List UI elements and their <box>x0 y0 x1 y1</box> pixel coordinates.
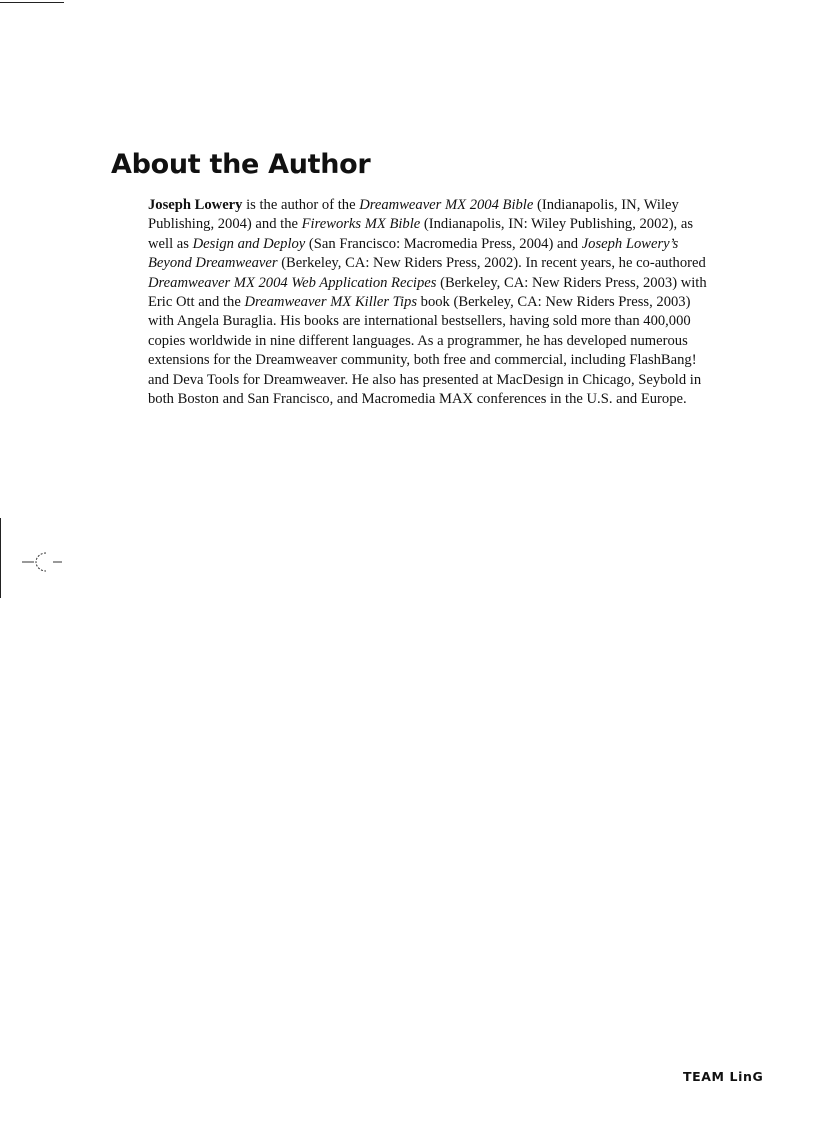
author-name: Joseph Lowery <box>148 197 243 213</box>
bio-text: (San Francisco: Macromedia Press, 2004) and <box>305 235 582 252</box>
book-title: Dreamweaver MX 2004 Bible <box>359 197 534 213</box>
crop-mark-top <box>0 2 64 3</box>
registration-mark-icon <box>22 550 66 574</box>
book-title: Dreamweaver MX Killer Tips <box>244 294 417 311</box>
bio-text: is the author of the <box>242 197 360 213</box>
crop-mark-left <box>0 518 1 598</box>
book-title: Joseph Lowery’s Beyond Dreamweaver <box>148 235 679 272</box>
book-title: Design and Deploy <box>192 235 306 252</box>
bio-text: book (Berkeley, CA: New Riders Press, 2003) with Angela Buraglia. His books are international bestsellers, having sold more than 400,000 copies worldwide in nine different languages. As a programmer, he has developed numerous extensions for the Dreamweaver community, both free and commercial, including FlashBang! and Deva Tools for Dreamweaver. He also has presented at MacDesign in Chicago, Seybold in both Boston and San Francisco, and Macromedia MAX conferences in the U.S. and Europe. <box>148 294 702 408</box>
bio-text: (Berkeley, CA: New Riders Press, 2002). In recent years, he co-authored <box>277 255 706 272</box>
bio-text: (Berkeley, CA: New Riders Press, 2003) with Eric Ott and the <box>148 274 707 311</box>
team-ling-logo: TEAM LinG <box>683 1069 764 1084</box>
book-title: Dreamweaver MX 2004 Web Application Recipes <box>148 274 437 291</box>
bio-text: (Indianapolis, IN: Wiley Publishing, 2002), as well as <box>148 216 694 252</box>
bio-text: (Indianapolis, IN, Wiley Publishing, 2004) and the <box>148 197 679 233</box>
section-heading: About the Author <box>111 149 371 180</box>
author-bio <box>148 196 718 409</box>
book-title: Fireworks MX Bible <box>301 216 421 233</box>
